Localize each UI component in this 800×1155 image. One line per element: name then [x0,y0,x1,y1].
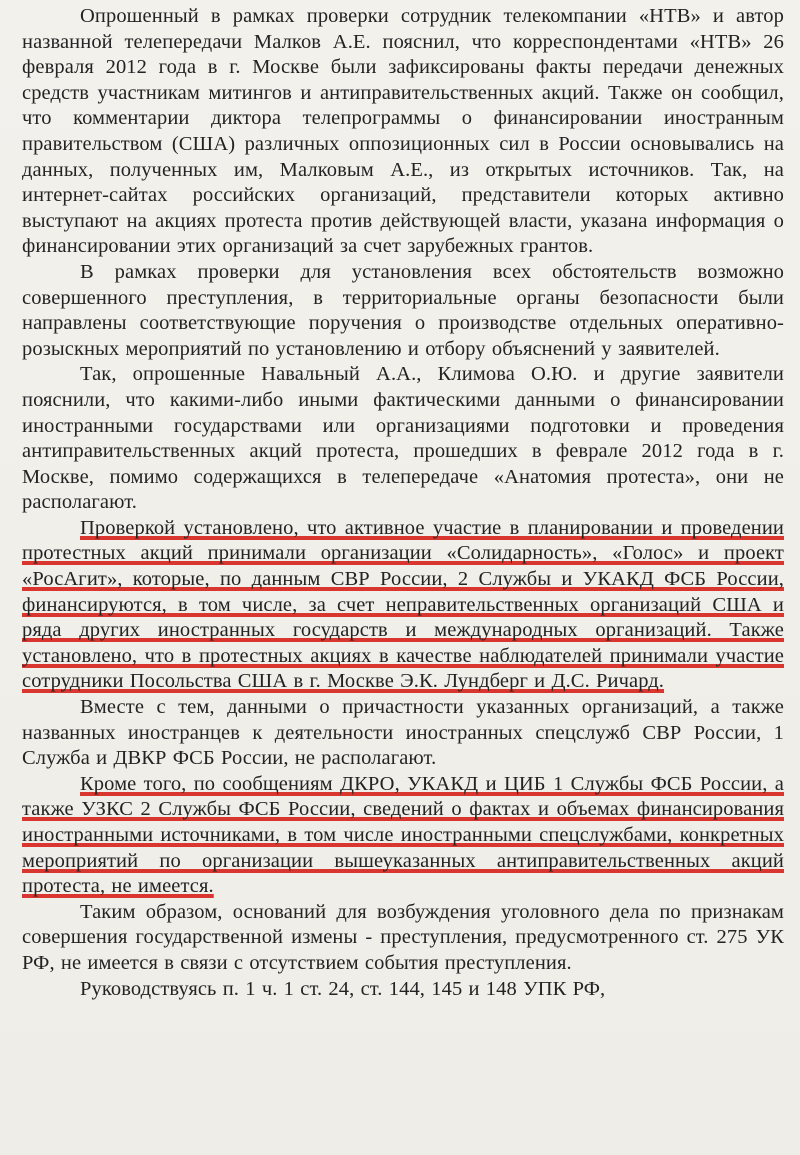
paragraph-text: В рамках проверки для установления всех обстоятельств возможно совершенного преступления, в территориальные органы безопасности были направлены соответствующие поручения о производстве отдельных оперативно-розыскных мероприятий по установлению и отбору объяснений у заявителей. [22,260,784,360]
highlighted-text: Кроме того, по сообщениям ДКРО, УКАКД и ЦИБ 1 Службы ФСБ России, а также УЗКС 2 Службы ФСБ России, сведений о фактах и объемах финансирования иностранными источниками, в том числе иностранными спецслужбами, конкретных мероприятий по организации вышеуказанных антиправительственных акций протеста, не имеется. [22,772,784,898]
paragraph-text: Руководствуясь п. 1 ч. 1 ст. 24, ст. 144, 145 и 148 УПК РФ, [80,977,606,1000]
paragraph-text: Таким образом, оснований для возбуждения уголовного дела по признакам совершения государственной измены - преступления, предусмотренного ст. 275 УК РФ, не имеется в связи с отсутствием события преступления. [22,900,784,974]
paragraph-malkov-explanation [22,4,784,260]
paragraph-text: Опрошенный в рамках проверки сотрудник телекомпании «НТВ» и автор названной телепередачи Малков А.Е. пояснил, что корреспондентами «НТВ» 26 февраля 2012 года в г. Москве были зафиксированы факты передачи денежных средств участникам митингов и антиправительственных акций. Также он сообщил, что комментарии диктора телепрограммы о финансировании иностранным правительством (США) различных оппозиционных сил в России основывались на данных, полученных им, Малковым А.Е., из открытых источников. Так, на интернет-сайтах российских организаций, представители которых активно выступают на акциях протеста против действующей власти, указана информация о финансировании этих организаций за счет зарубежных грантов. [22,5,784,258]
paragraph-text: Вместе с тем, данными о причастности указанных организаций, а также названных иностранцев к деятельности иностранных спецслужб СВР России, 1 Служба и ДВКР ФСБ России, не располагают. [22,696,784,770]
paragraph-text: Так, опрошенные Навальный А.А., Климова О.Ю. и другие заявители пояснили, что какими-либо иными фактическими данными о финансировании иностранными государствами или организациями подготовки и проведения антиправительственных акций протеста, прошедших в феврале 2012 года в г. Москве, помимо содержащихся в телепередаче «Анатомия протеста», они не располагают. [22,363,784,514]
paragraph-conclusion [22,900,784,977]
paragraph-fsb-reports-highlighted [22,772,784,900]
paragraph-legal-basis [22,977,784,1003]
paragraph-no-involvement-data [22,695,784,772]
paragraph-applicants-explanation [22,362,784,516]
paragraph-investigation-orders [22,260,784,362]
paragraph-organizations-financing-highlighted [22,516,784,695]
highlighted-text: Проверкой установлено, что активное участие в планировании и проведении протестных акций принимали организации «Солидарность», «Голос» и проект «РосАгит», которые, по данным СВР России, 2 Службы и УКАКД ФСБ России, финансируются, в том числе, за счет неправительственных организаций США и ряда других иностранных государств и международных организаций. Также установлено, что в протестных акциях в качестве наблюдателей принимали участие сотрудники Посольства США в г. Москве Э.К. Лундберг и Д.С. Ричард. [22,516,784,693]
